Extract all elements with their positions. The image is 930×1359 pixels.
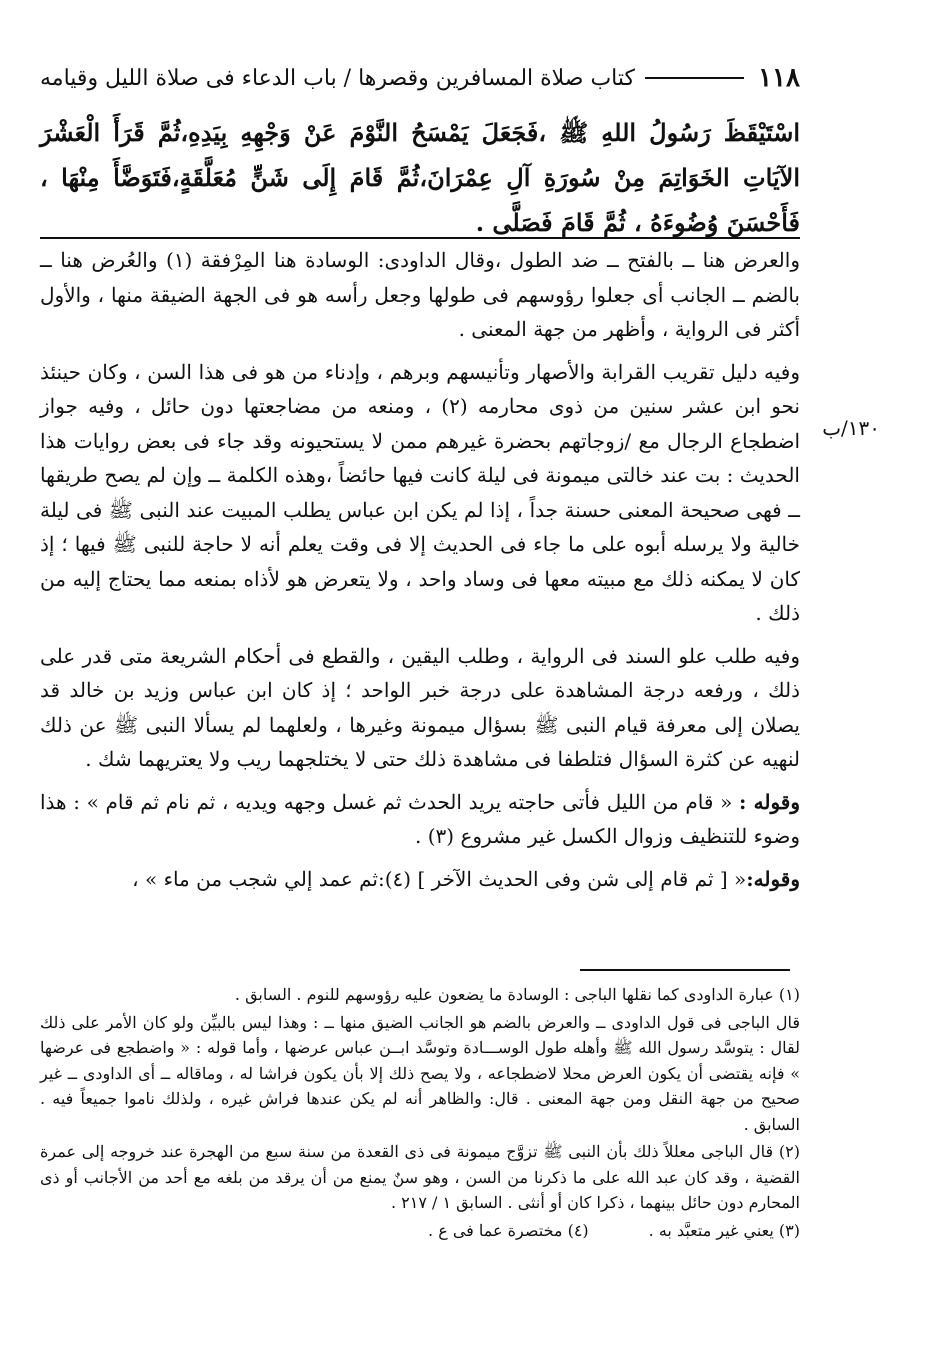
running-title: كتاب صلاة المسافرين وقصرها / باب الدعاء فى صلاة الليل وقيامه [40,65,635,91]
header-rule [645,77,744,79]
quote-lead: وقوله : [738,789,800,814]
main-divider [40,237,800,239]
quote-text: « [ ثم قام إلى شن وفى الحديث الآخر ] (٤):ثم عمد إلي شجب من ماء » ، [132,866,747,891]
quote-lead: وقوله: [746,866,800,891]
hadith-text: اسْتَيْقَظَ رَسُولُ اللهِ ﷺ ،فَجَعَلَ يَمْسَحُ النَّوْمَ عَنْ وَجْهِهِ بِيَدِهِ،ثُمَّ قَرَأَ الْعَشْرَ الآيَاتِ الخَوَاتِمَ مِنْ سُورَةِ آلِ عِمْرَانَ،ثُمَّ قَامَ إِلَى شَنٍّ مُعَلَّقَةٍ،فَتَوَضَّأَ مِنْهَا ، فَأَحْسَنَ وُضُوءَهُ ، ثُمَّ قَامَ فَصَلَّى . [40,118,800,237]
manuscript-folio-note: ١٣٠/ب [822,416,880,440]
page-number: ١١٨ [758,63,800,93]
quote-text: « قام من الليل فأتى حاجته يريد الحدث ثم غسل وجهه ويديه ، ثم نام ثم قام » : هذا وضوء للتنظيف وزوال الكسل غير مشروع (٣) . [40,789,800,848]
commentary-paragraph-quote-2 [40,862,800,897]
footnote-2: (٢) قال الباجى معللاً ذلك بأن النبى ﷺ تزوَّج ميمونة فى ذى القعدة من سنة سبع من الهجرة عند خروجه إلى عمرة القضية ، وقد كان عبد الله على ما ذكرنا من السن ، وهو سنٌ يمنع من أن يرقد من بلغه مع أحد من الأجانب أو ذى المحارم دون حائل بينهما ، ذكرا كان أو أنثى . السابق ١ / ٢١٧ . [40,1142,800,1212]
page-header [40,58,800,98]
footnote-1-continued: قال الباجى فى قول الداودى ــ والعرض بالضم هو الجانب الضيق منها ــ : وهذا ليس بالبيِّن ولو كان الأمر على ذلك لقال : يتوسَّد رسول الله ﷺ وأهله طول الوســـادة وتوسَّد ابــن عباس عرضها ، وأما قوله : « واضطجع فى عرضها » فإنه يقتضى أن يكون العرض محلا لاضطجاعه ، ولا يصح ذلك إلا بأن يكون فراشا له ، وماقاله ــ أى الداودى ــ غير صحيح من جهة النقل ومن جهة المعنى . قال: والظاهر أنه لم يكن عندها فراش غيره ، ولذلك ناموا جميعاً فيه . السابق . [40,1012,800,1134]
commentary-paragraph-quote-1 [40,785,800,854]
commentary-paragraph: وفيه دليل تقريب القرابة والأصهار وتأنيسهم وبرهم ، وإدناء من هو فى هذا السن ، وكان حينئذ نحو ابن عشر سنين من ذوى محارمه (٢) ، ومنعه من مضاجعتها دون حائل ، وفيه جواز اضطجاع الرجال مع /زوجاتهم بحضرة غيرهم ممن لا يستحيونه وقد جاء فى بعض روايات هذا الحديث : بت عند خالتى ميمونة فى ليلة كانت فيها حائضاً ،وهذه الكلمة ــ وإن لم يصح طريقها ــ فهى صحيحة المعنى حسنة جداً ، إذا لم يكن ابن عباس يطلب المبيت عند النبى ﷺ فى ليلة خالية ولا يرسله أبوه على ما جاء فى الحديث إلا فى وقت يعلم أنه لا حاجة للنبى ﷺ فيها ؛ إذ كان لا يمكنه ذلك مع مبيته معها فى وساد واحد ، ولا يتعرض هو لأذاه بمنعه مما يحتاج إليه من ذلك . [40,359,801,625]
commentary-body [40,243,800,904]
footnote-divider [580,969,790,971]
commentary-paragraph: وفيه طلب علو السند فى الرواية ، وطلب اليقين ، والقطع فى أحكام الشريعة متى قدر على ذلك ، ورفعه درجة المشاهدة على درجة خبر الواحد ؛ إذ كان ابن عباس وزيد بن خالد قد يصلان إلى معرفة قيام النبى ﷺ بسؤال ميمونة وغيرها ، ولعلهما لم يسألا النبى ﷺ عن ذلك لنهيه عن كثرة السؤال فتلطفا فى مشاهدة ذلك حتى لا يختلجهما ريب ولا يعتريهما شك . [40,643,800,771]
footnote-3: (٣) يعني غير متعبَّد به . [648,1220,800,1240]
footnotes-3-4 [40,1218,800,1244]
footnote-4: (٤) مختصرة عما فى ع . [428,1220,589,1240]
commentary-paragraph: والعرض هنا ــ بالفتح ــ ضد الطول ،وقال الداودى: الوسادة هنا المِرْفقة (١) والعُرض هنا ــ بالضم ــ الجانب أى جعلوا رؤوسهم فى طولها وجعل رأسه هو فى الجهة الضيقة منها ، والأول أكثر فى الرواية ، وأظهر من جهة المعنى . [40,248,800,341]
footnotes [40,982,800,1243]
footnote-1: (١) عبارة الداودى كما نقلها الباجى : الوسادة ما يضعون عليه رؤوسهم للنوم . السابق . [234,985,800,1004]
